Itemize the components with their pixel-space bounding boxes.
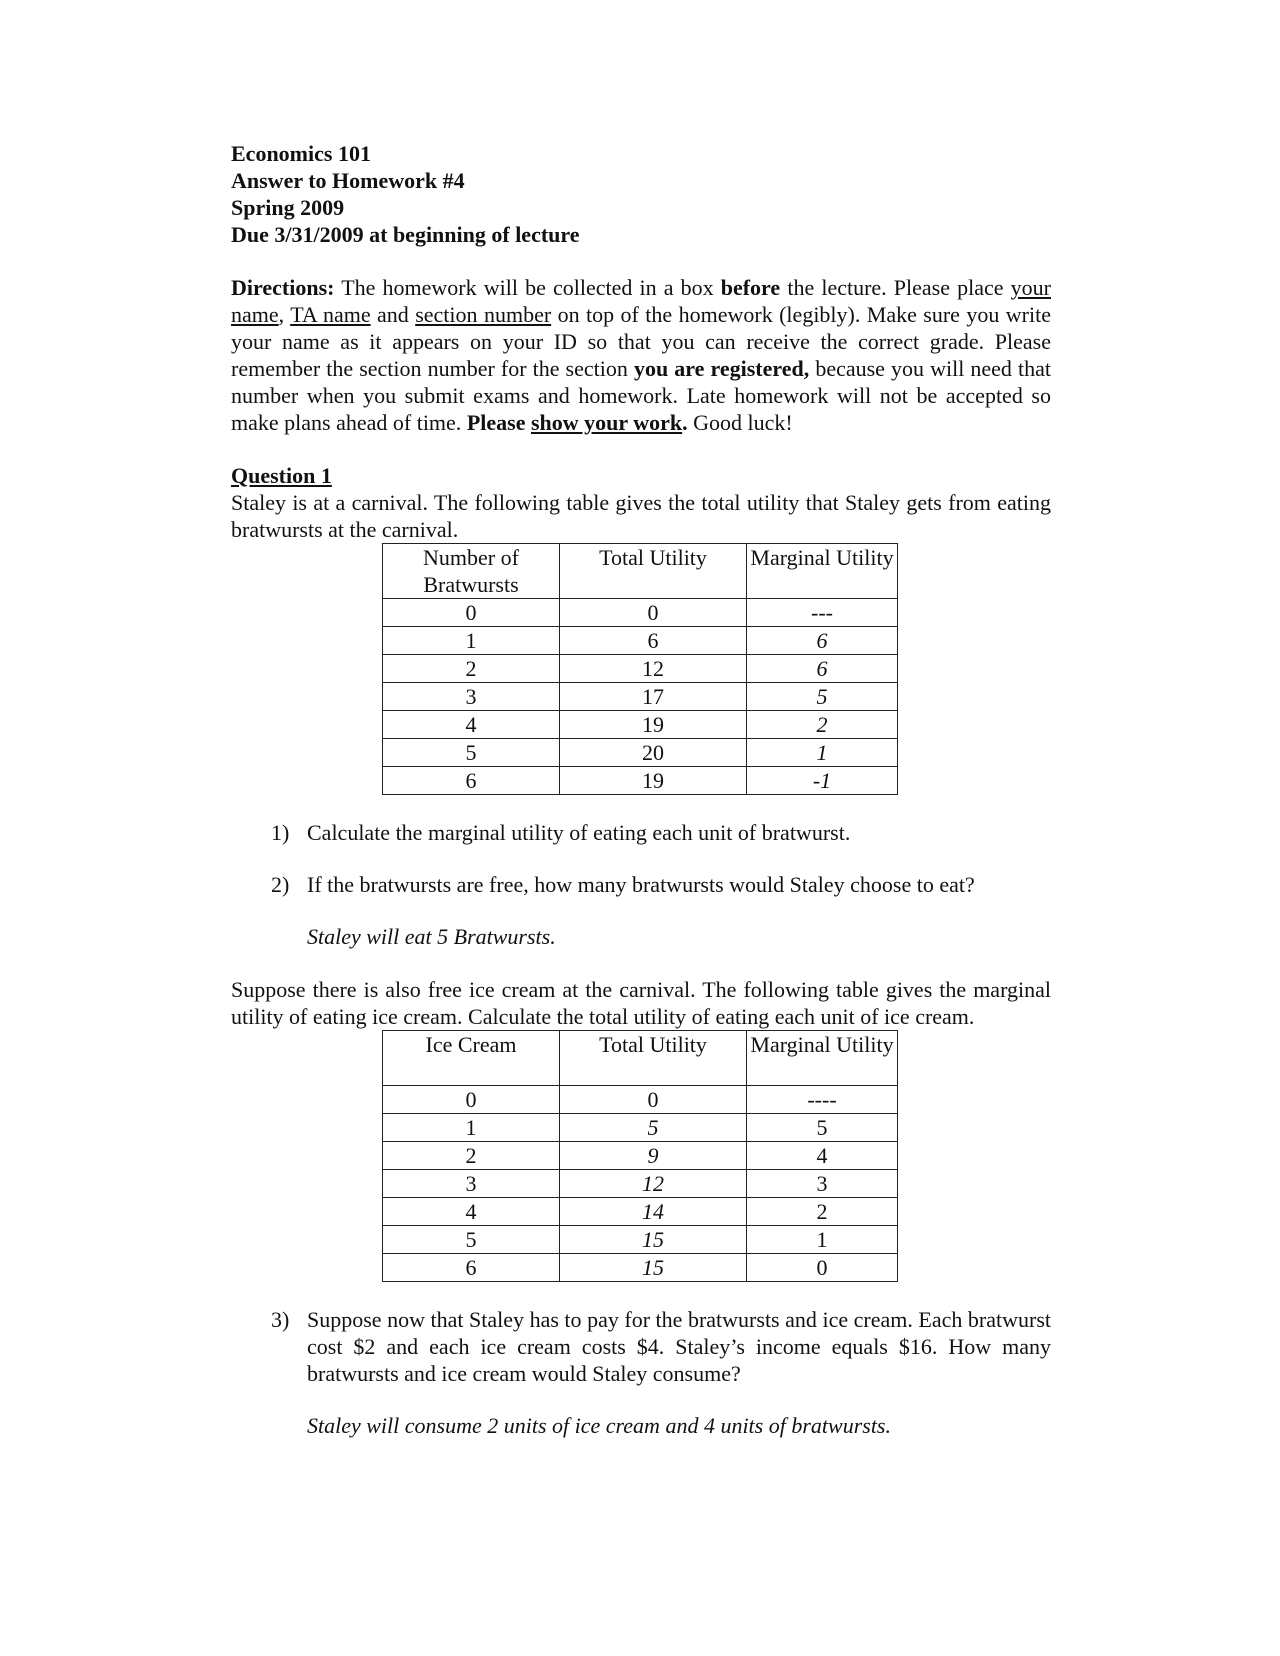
directions-please: Please xyxy=(466,410,531,435)
table-header-cell: Total Utility xyxy=(560,1031,747,1086)
table-row xyxy=(383,1198,898,1226)
table-cell: ---- xyxy=(747,1086,898,1114)
directions-text-4: and xyxy=(370,302,416,327)
table-row xyxy=(383,767,898,795)
term: Spring 2009 xyxy=(231,195,345,220)
ice-cream-table xyxy=(382,1030,898,1282)
table-header-cell: Marginal Utility xyxy=(747,544,898,599)
sub-question-2 xyxy=(271,871,1051,898)
table-cell: 14 xyxy=(560,1198,747,1226)
table-cell: 3 xyxy=(747,1170,898,1198)
directions-text-6: because you will need that number when you submit exams and homework. Late homework will not be accepted so make plans ahead of time. xyxy=(231,356,1051,435)
table-cell: 15 xyxy=(560,1226,747,1254)
table-row xyxy=(383,683,898,711)
question-1-title: Question 1 xyxy=(231,463,332,488)
table-header-cell: Total Utility xyxy=(560,544,747,599)
table-cell: 12 xyxy=(560,1170,747,1198)
directions-ta-name: TA name xyxy=(290,302,371,327)
table-cell: 4 xyxy=(383,711,560,739)
table-row xyxy=(383,1114,898,1142)
directions-paragraph xyxy=(231,274,1051,436)
table-row xyxy=(383,599,898,627)
table-cell: 2 xyxy=(383,655,560,683)
table-cell: --- xyxy=(747,599,898,627)
table-cell: 6 xyxy=(560,627,747,655)
sub-question-text: Suppose now that Staley has to pay for the bratwursts and ice cream. Each bratwurst cost $2 and each ice cream costs $4. Staley’s income equals $16. How many bratwursts and ice cream would Staley consume? xyxy=(307,1307,1051,1386)
question-1-intro: Staley is at a carnival. The following table gives the total utility that Staley gets from eating bratwursts at the carnival. xyxy=(231,490,1051,542)
table-header-cell: Marginal Utility xyxy=(747,1031,898,1086)
sub-question-1 xyxy=(271,819,1051,846)
table-cell: 1 xyxy=(747,739,898,767)
table-row xyxy=(383,1142,898,1170)
table-cell: 17 xyxy=(560,683,747,711)
directions-text-5: on top of the homework (legibly). Make sure you write your name as it appears on your ID so that you can receive the correct grade. Please remember the section number for the section xyxy=(231,302,1051,381)
table-row xyxy=(383,1086,898,1114)
table-cell: 5 xyxy=(560,1114,747,1142)
table-row xyxy=(383,1170,898,1198)
table-cell: 6 xyxy=(747,627,898,655)
sub-question-number: 1) xyxy=(271,820,290,845)
table-cell: 0 xyxy=(560,1086,747,1114)
assignment-title: Answer to Homework #4 xyxy=(231,168,465,193)
table-row xyxy=(383,627,898,655)
table-row xyxy=(383,655,898,683)
table-cell: 20 xyxy=(560,739,747,767)
table-row xyxy=(383,1254,898,1282)
directions-period: . xyxy=(682,410,688,435)
table-row xyxy=(383,739,898,767)
table-cell: -1 xyxy=(747,767,898,795)
sub-question-number: 2) xyxy=(271,872,290,897)
table-cell: 1 xyxy=(383,627,560,655)
question-list-2 xyxy=(271,1306,1051,1387)
table-header-cell: Number of Bratwursts xyxy=(383,544,560,599)
table-cell: 0 xyxy=(383,599,560,627)
table-cell: 0 xyxy=(560,599,747,627)
question-list-1 xyxy=(271,819,1051,898)
answer-2: Staley will eat 5 Bratwursts. xyxy=(307,924,556,949)
table-cell: 3 xyxy=(383,1170,560,1198)
directions-text-1: The homework will be collected in a box xyxy=(334,275,721,300)
table-cell: 2 xyxy=(747,1198,898,1226)
sub-question-text: If the bratwursts are free, how many bratwursts would Staley choose to eat? xyxy=(307,872,975,897)
table-cell: 6 xyxy=(747,655,898,683)
table-header-row xyxy=(383,1031,898,1086)
bratwurst-table xyxy=(382,543,898,795)
table-row xyxy=(383,711,898,739)
directions-your-name: your name xyxy=(231,275,1051,327)
table-cell: 19 xyxy=(560,711,747,739)
due-date: Due 3/31/2009 at beginning of lecture xyxy=(231,222,580,247)
sub-question-3 xyxy=(271,1306,1051,1387)
table-header-cell: Ice Cream xyxy=(383,1031,560,1086)
homework-page xyxy=(231,140,1051,1439)
table-cell: 15 xyxy=(560,1254,747,1282)
table-cell: 1 xyxy=(383,1114,560,1142)
table-cell: 4 xyxy=(747,1142,898,1170)
table-row xyxy=(383,1226,898,1254)
table-cell: 0 xyxy=(383,1086,560,1114)
answer-3: Staley will consume 2 units of ice cream and 4 units of bratwursts. xyxy=(307,1413,891,1438)
table-cell: 2 xyxy=(383,1142,560,1170)
table-cell: 2 xyxy=(747,711,898,739)
table-cell: 6 xyxy=(383,767,560,795)
table-cell: 5 xyxy=(383,1226,560,1254)
table-cell: 9 xyxy=(560,1142,747,1170)
table-cell: 5 xyxy=(383,739,560,767)
table-cell: 5 xyxy=(747,1114,898,1142)
directions-before: before xyxy=(720,275,781,300)
course-title: Economics 101 xyxy=(231,141,371,166)
table-cell: 0 xyxy=(747,1254,898,1282)
table-cell: 1 xyxy=(747,1226,898,1254)
directions-section-number: section number xyxy=(415,302,552,327)
sub-question-number: 3) xyxy=(271,1307,290,1332)
table-cell: 12 xyxy=(560,655,747,683)
directions-show-work: show your work xyxy=(530,410,683,435)
directions-text-3: , xyxy=(278,302,291,327)
directions-text-2: the lecture. Please place xyxy=(780,275,1011,300)
table-cell: 5 xyxy=(747,683,898,711)
table-cell: 6 xyxy=(383,1254,560,1282)
table-cell: 19 xyxy=(560,767,747,795)
directions-label: Directions: xyxy=(231,275,335,300)
document-header xyxy=(231,140,1051,248)
directions-good-luck: Good luck! xyxy=(687,410,793,435)
ice-cream-intro: Suppose there is also free ice cream at the carnival. The following table gives the marginal utility of eating ice cream. Calculate the total utility of eating each unit of ice cream. xyxy=(231,977,1051,1029)
table-cell: 4 xyxy=(383,1198,560,1226)
table-cell: 3 xyxy=(383,683,560,711)
table-header-row xyxy=(383,544,898,599)
directions-registered: you are registered, xyxy=(633,356,810,381)
sub-question-text: Calculate the marginal utility of eating each unit of bratwurst. xyxy=(307,820,851,845)
